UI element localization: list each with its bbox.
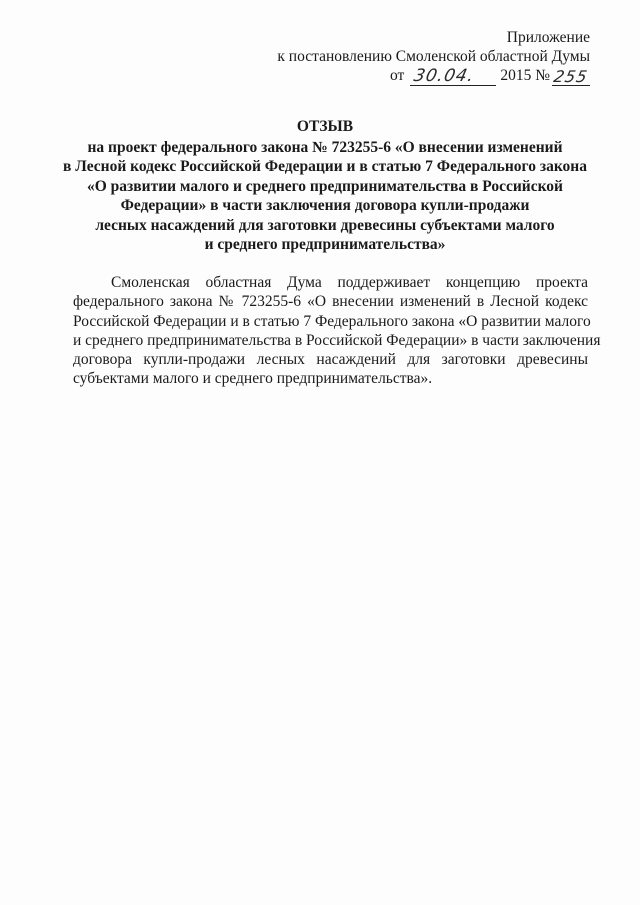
date-prefix: от [390, 67, 405, 84]
handwritten-date: 30.04. [412, 66, 477, 86]
date-number-line [277, 66, 590, 86]
title-line: лесных насаждений для заготовки древесины субъектами малого [95, 216, 555, 234]
body-line: Российской Федерации и в статью 7 Федерального закона «О развитии малого [73, 312, 591, 330]
title-main: ОТЗЫВ [296, 118, 354, 135]
body-line: Смоленская областная Дума поддерживает концепцию проекта [111, 274, 588, 291]
date-blank [410, 66, 496, 86]
number-blank [552, 66, 590, 86]
body-paragraph [73, 273, 601, 389]
handwritten-number: 255 [551, 67, 590, 86]
body-line: субъектами малого и среднего предпринимательства». [73, 370, 433, 388]
document-title [60, 117, 590, 255]
appendix-label: Приложение [506, 29, 590, 46]
title-line: на проект федерального закона № 723255-6 «О внесении изменений [87, 138, 563, 156]
title-line: и среднего предпринимательства» [204, 236, 446, 253]
year-number-label: 2015 № [500, 67, 550, 84]
body-line: и среднего предпринимательства в Российской Федерации» в части заключения [73, 331, 601, 349]
title-line: Федерации» в части заключения договора купли-продажи [120, 197, 530, 214]
resolution-reference: к постановлению Смоленской областной Думы [277, 48, 590, 65]
title-line: в Лесной кодекс Российской Федерации и в статью 7 Федерального закона [63, 158, 587, 175]
body-line: договора купли-продажи лесных насаждений для заготовки древесины [73, 351, 588, 369]
appendix-header [277, 28, 590, 86]
title-line: «О развитии малого и среднего предпринимательства в Российской [87, 177, 563, 195]
body-line: федерального закона № 723255-6 «О внесении изменений в Лесной кодекс [73, 293, 588, 311]
